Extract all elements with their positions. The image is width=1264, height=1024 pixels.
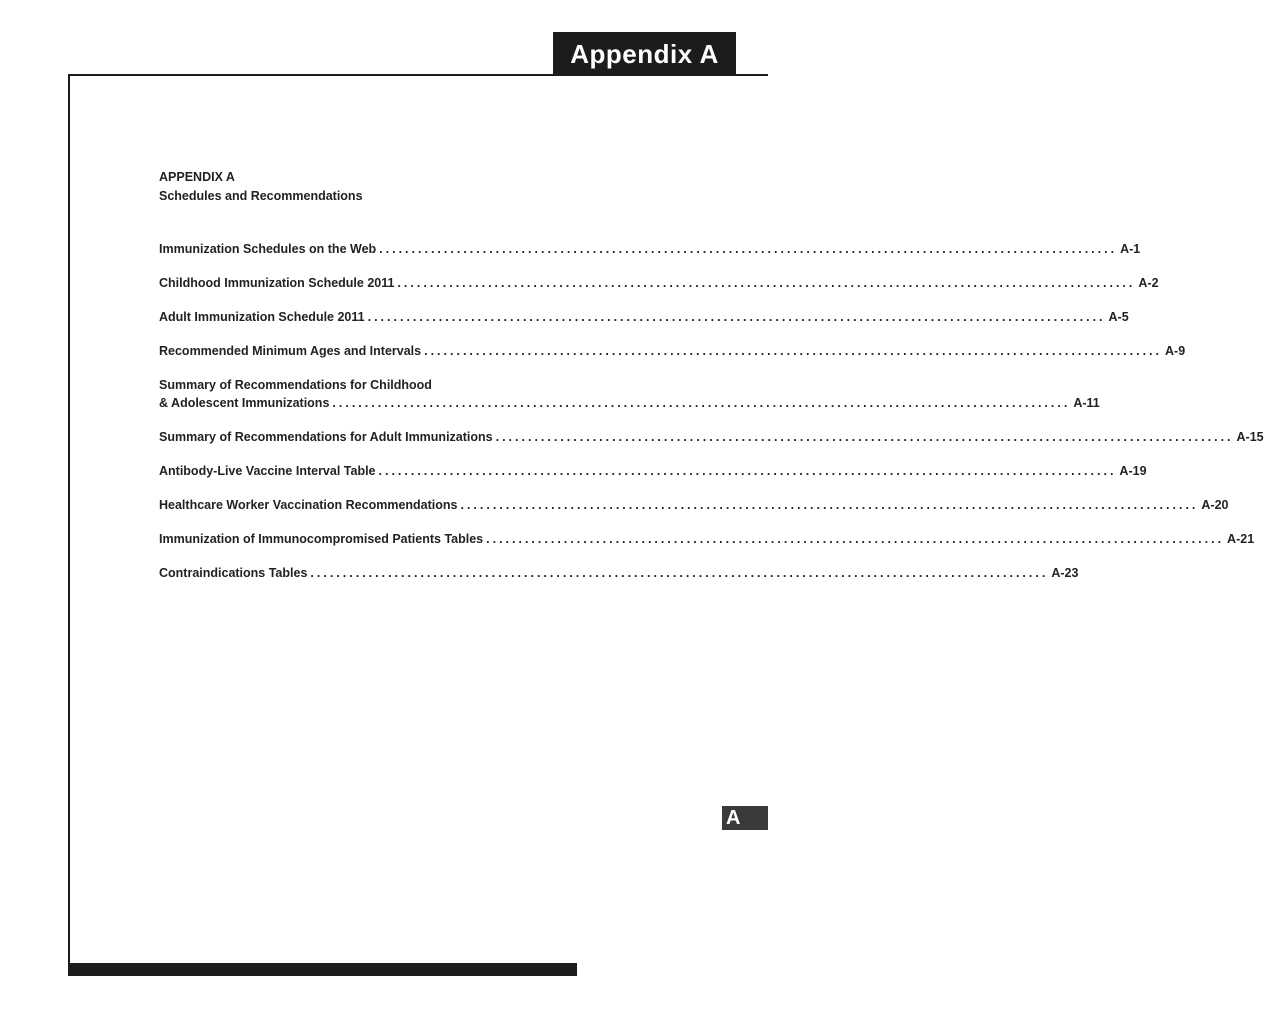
toc-title: & Adolescent Immunizations — [159, 396, 330, 410]
toc-title: Antibody-Live Vaccine Interval Table — [159, 464, 376, 478]
toc-entry[interactable] — [159, 274, 1159, 308]
toc-entry[interactable] — [159, 240, 1141, 274]
heading-appendix-label: APPENDIX A — [159, 170, 235, 184]
toc-title: Recommended Minimum Ages and Intervals — [159, 344, 422, 358]
toc-entry[interactable] — [159, 462, 1147, 496]
toc-page-number: A-19 — [1119, 464, 1147, 478]
section-side-tab: A — [722, 806, 768, 830]
footer-bar — [68, 963, 577, 976]
toc-page-number: A-15 — [1236, 430, 1264, 444]
toc-page-number: A-1 — [1120, 242, 1141, 256]
toc-page-number: A-9 — [1165, 344, 1186, 358]
toc-entry[interactable] — [159, 428, 1264, 462]
appendix-header-tab: Appendix A — [553, 32, 736, 76]
toc-title: Summary of Recommendations for Adult Immunizations — [159, 430, 493, 444]
toc-entry[interactable] — [159, 308, 1129, 342]
toc-entry[interactable] — [159, 342, 1186, 376]
toc-title: Childhood Immunization Schedule 2011 — [159, 276, 395, 290]
toc-entry[interactable] — [159, 496, 1229, 530]
toc-page-number: A-23 — [1051, 566, 1079, 580]
toc-entry[interactable] — [159, 564, 1079, 598]
toc-dot-leader: .................................................................................................................. — [486, 532, 1225, 546]
toc-page-number: A-2 — [1138, 276, 1159, 290]
toc-dot-leader: .................................................................................................................. — [379, 242, 1118, 256]
toc-entry[interactable] — [159, 530, 1255, 564]
toc-page-number: A-11 — [1073, 396, 1100, 410]
toc-title: Healthcare Worker Vaccination Recommendations — [159, 498, 458, 512]
toc-dot-leader: .................................................................................................................. — [367, 310, 1106, 324]
top-rule-divider — [68, 74, 768, 76]
toc-page-number: A-21 — [1227, 532, 1255, 546]
toc-dot-leader: .................................................................................................................. — [460, 498, 1199, 512]
toc-dot-leader: .................................................................................................................. — [495, 430, 1234, 444]
toc-title: Immunization of Immunocompromised Patients Tables — [159, 532, 484, 546]
toc-page-number: A-5 — [1108, 310, 1129, 324]
toc-dot-leader: .................................................................................................................. — [397, 276, 1136, 290]
toc-title: Adult Immunization Schedule 2011 — [159, 310, 365, 324]
toc-dot-leader: .................................................................................................................. — [332, 396, 1071, 410]
toc-entry[interactable] — [159, 376, 1100, 428]
left-rule-divider — [68, 74, 70, 974]
heading-subtitle: Schedules and Recommendations — [159, 189, 363, 203]
toc-title: Immunization Schedules on the Web — [159, 242, 377, 256]
toc-page-number: A-20 — [1201, 498, 1229, 512]
toc-title-line1: Summary of Recommendations for Childhood — [159, 378, 432, 392]
toc-title: Contraindications Tables — [159, 566, 308, 580]
toc-dot-leader: .................................................................................................................. — [310, 566, 1049, 580]
section-heading — [159, 168, 363, 206]
table-of-contents — [159, 240, 1264, 598]
toc-dot-leader: .................................................................................................................. — [378, 464, 1117, 478]
toc-dot-leader: .................................................................................................................. — [424, 344, 1163, 358]
